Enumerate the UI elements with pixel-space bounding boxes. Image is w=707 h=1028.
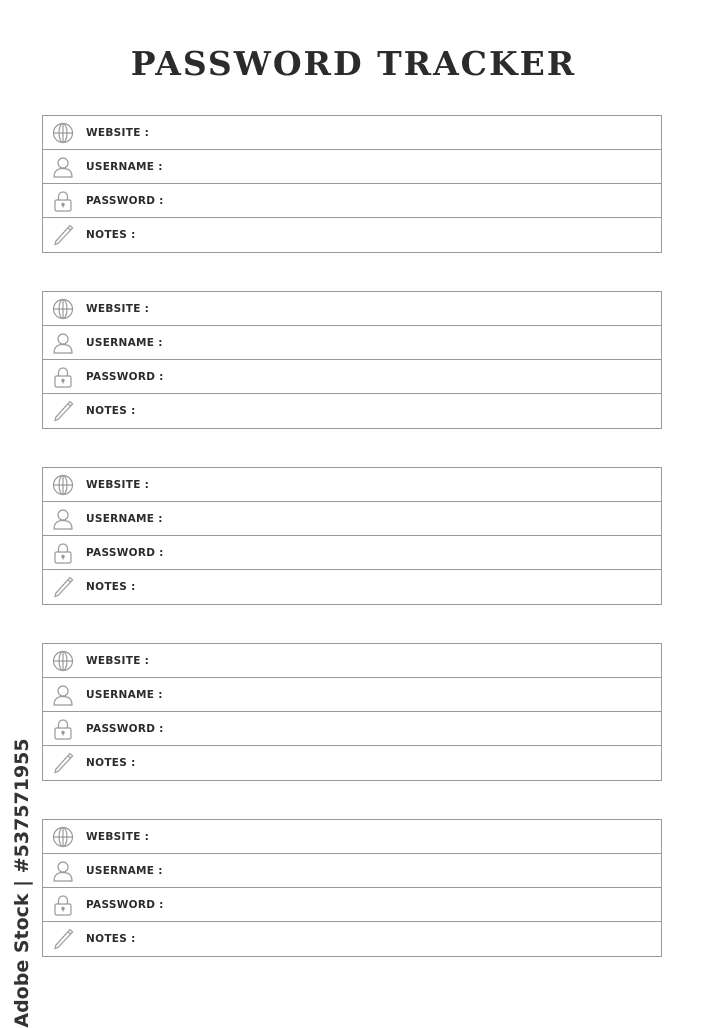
username-label: USERNAME : — [86, 336, 163, 349]
password-label: PASSWORD : — [86, 898, 164, 911]
website-label: WEBSITE : — [86, 302, 150, 315]
pen-icon — [43, 570, 83, 604]
password-entry-field[interactable] — [164, 360, 661, 393]
username-entry-field[interactable] — [163, 150, 661, 183]
user-icon — [43, 678, 83, 712]
username-entry-field[interactable] — [163, 678, 661, 711]
username-label: USERNAME : — [86, 512, 163, 525]
notes-label: NOTES : — [86, 405, 136, 417]
password-row[interactable] — [43, 536, 661, 570]
pen-icon — [43, 746, 83, 780]
lock-icon — [43, 712, 83, 746]
website-entry-field[interactable] — [149, 468, 661, 501]
website-label: WEBSITE : — [86, 478, 150, 491]
website-row[interactable] — [43, 820, 661, 854]
password-row[interactable] — [43, 888, 661, 922]
notes-row[interactable] — [43, 570, 661, 604]
password-entry-field[interactable] — [164, 536, 661, 569]
username-entry-field[interactable] — [163, 854, 661, 887]
website-label: WEBSITE : — [86, 830, 150, 843]
notes-entry-field[interactable] — [136, 746, 661, 780]
website-row[interactable] — [43, 644, 661, 678]
lock-icon — [43, 184, 83, 218]
stock-watermark — [8, 738, 36, 1028]
notes-label: NOTES : — [86, 581, 136, 593]
username-label: USERNAME : — [86, 160, 163, 173]
lock-icon — [43, 888, 83, 922]
notes-row[interactable] — [43, 746, 661, 780]
globe-icon — [43, 116, 83, 150]
password-entry-field[interactable] — [164, 184, 661, 217]
username-row[interactable] — [43, 854, 661, 888]
user-icon — [43, 502, 83, 536]
password-row[interactable] — [43, 360, 661, 394]
notes-entry-field[interactable] — [136, 218, 661, 252]
notes-entry-field[interactable] — [136, 394, 661, 428]
password-label: PASSWORD : — [86, 722, 164, 735]
website-entry-field[interactable] — [149, 292, 661, 325]
password-entry-card — [42, 819, 662, 957]
username-row[interactable] — [43, 678, 661, 712]
page-title: PASSWORD TRACKER — [130, 44, 577, 83]
notes-entry-field[interactable] — [136, 570, 661, 604]
username-row[interactable] — [43, 150, 661, 184]
globe-icon — [43, 468, 83, 502]
password-entry-card — [42, 115, 662, 253]
globe-icon — [43, 644, 83, 678]
username-row[interactable] — [43, 502, 661, 536]
password-row[interactable] — [43, 184, 661, 218]
password-label: PASSWORD : — [86, 546, 164, 559]
notes-label: NOTES : — [86, 933, 136, 945]
notes-row[interactable] — [43, 218, 661, 252]
website-label: WEBSITE : — [86, 126, 150, 139]
password-entry-card — [42, 291, 662, 429]
pen-icon — [43, 218, 83, 252]
user-icon — [43, 326, 83, 360]
pen-icon — [43, 394, 83, 428]
username-entry-field[interactable] — [163, 326, 661, 359]
website-entry-field[interactable] — [149, 116, 661, 149]
website-row[interactable] — [43, 292, 661, 326]
password-entry-card — [42, 467, 662, 605]
username-label: USERNAME : — [86, 864, 163, 877]
user-icon — [43, 854, 83, 888]
lock-icon — [43, 360, 83, 394]
password-label: PASSWORD : — [86, 194, 164, 207]
user-icon — [43, 150, 83, 184]
username-entry-field[interactable] — [163, 502, 661, 535]
password-entry-field[interactable] — [164, 712, 661, 745]
password-label: PASSWORD : — [86, 370, 164, 383]
password-entry-field[interactable] — [164, 888, 661, 921]
website-entry-field[interactable] — [149, 820, 661, 853]
watermark-text: Adobe Stock | #537571955 — [11, 738, 33, 1028]
pen-icon — [43, 922, 83, 956]
website-row[interactable] — [43, 116, 661, 150]
notes-row[interactable] — [43, 922, 661, 956]
notes-row[interactable] — [43, 394, 661, 428]
username-label: USERNAME : — [86, 688, 163, 701]
username-row[interactable] — [43, 326, 661, 360]
password-entry-card — [42, 643, 662, 781]
globe-icon — [43, 820, 83, 854]
website-label: WEBSITE : — [86, 654, 150, 667]
globe-icon — [43, 292, 83, 326]
password-row[interactable] — [43, 712, 661, 746]
notes-label: NOTES : — [86, 229, 136, 241]
notes-entry-field[interactable] — [136, 922, 661, 956]
lock-icon — [43, 536, 83, 570]
website-entry-field[interactable] — [149, 644, 661, 677]
notes-label: NOTES : — [86, 757, 136, 769]
website-row[interactable] — [43, 468, 661, 502]
